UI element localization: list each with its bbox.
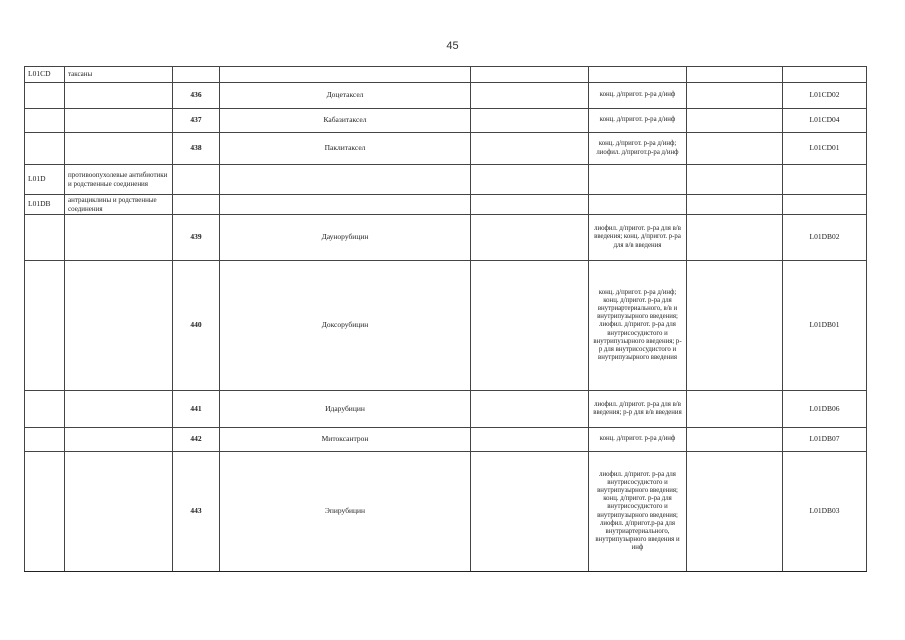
atc-group-code: L01D <box>25 165 65 195</box>
drug-table <box>24 66 867 572</box>
dosage-form <box>589 67 687 83</box>
atc-code <box>783 195 867 215</box>
dosage-form: лиофил. д/пригот. р-ра для внутрисосудистого и внутрипузырного введения; конц. д/пригот. р-ра для внутрисосудистого и внутрипузырного введения; лиофил. д/пригот.р-ра для внутриартериального, внутрипузырного введения и инф <box>589 452 687 572</box>
drug-name: Кабазитаксел <box>220 109 471 133</box>
atc-group-code <box>25 133 65 165</box>
dosage-form: конц. д/пригот. р-ра д/инф <box>589 109 687 133</box>
drug-name: Идарубицин <box>220 391 471 428</box>
table-row <box>25 83 867 109</box>
empty-cell <box>471 391 589 428</box>
atc-code <box>783 67 867 83</box>
drug-name <box>220 195 471 215</box>
atc-code: L01DB03 <box>783 452 867 572</box>
empty-cell <box>471 109 589 133</box>
table-row <box>25 67 867 83</box>
drug-name: Доксорубицин <box>220 261 471 391</box>
table-body <box>25 67 867 572</box>
table-row <box>25 428 867 452</box>
empty-cell <box>687 195 783 215</box>
drug-name: Доцетаксел <box>220 83 471 109</box>
atc-group-code: L01CD <box>25 67 65 83</box>
atc-code: L01DB01 <box>783 261 867 391</box>
item-number: 443 <box>173 452 220 572</box>
empty-cell <box>687 428 783 452</box>
empty-cell <box>687 215 783 261</box>
empty-cell <box>687 109 783 133</box>
atc-group-code <box>25 215 65 261</box>
drug-name <box>220 165 471 195</box>
atc-group-name: таксаны <box>65 67 173 83</box>
table-row <box>25 195 867 215</box>
dosage-form <box>589 165 687 195</box>
empty-cell <box>687 391 783 428</box>
atc-group-name <box>65 391 173 428</box>
item-number: 437 <box>173 109 220 133</box>
item-number: 438 <box>173 133 220 165</box>
atc-group-name <box>65 215 173 261</box>
item-number <box>173 165 220 195</box>
atc-group-name: противоопухолевые антибиотики и родственные соединения <box>65 165 173 195</box>
table-row <box>25 452 867 572</box>
page-number: 45 <box>446 40 459 52</box>
empty-cell <box>471 452 589 572</box>
drug-name: Эпирубицин <box>220 452 471 572</box>
dosage-form: конц. д/пригот. р-ра д/инф <box>589 428 687 452</box>
dosage-form: конц. д/пригот. р-ра д/инф; конц. д/пригот. р-ра для внутриартериального, в/в и внутрипузырного введения; лиофил. д/пригот. р-ра для внутрисосудистого и внутрипузырного введения; р-р для внутрисосудистого и внутрипузырного введения <box>589 261 687 391</box>
atc-group-code <box>25 428 65 452</box>
atc-group-name <box>65 428 173 452</box>
atc-group-name <box>65 133 173 165</box>
empty-cell <box>471 195 589 215</box>
empty-cell <box>471 165 589 195</box>
empty-cell <box>687 261 783 391</box>
atc-group-code <box>25 83 65 109</box>
item-number <box>173 67 220 83</box>
atc-group-name <box>65 109 173 133</box>
atc-group-name <box>65 261 173 391</box>
empty-cell <box>471 428 589 452</box>
atc-group-name <box>65 83 173 109</box>
empty-cell <box>471 133 589 165</box>
atc-group-code <box>25 261 65 391</box>
empty-cell <box>471 261 589 391</box>
drug-name: Даунорубицин <box>220 215 471 261</box>
item-number: 441 <box>173 391 220 428</box>
table-row <box>25 261 867 391</box>
empty-cell <box>687 83 783 109</box>
atc-code: L01DB07 <box>783 428 867 452</box>
atc-code: L01CD04 <box>783 109 867 133</box>
item-number: 436 <box>173 83 220 109</box>
table-row <box>25 215 867 261</box>
drug-name: Паклитаксел <box>220 133 471 165</box>
drug-name: Митоксантрон <box>220 428 471 452</box>
atc-code: L01DB06 <box>783 391 867 428</box>
item-number: 440 <box>173 261 220 391</box>
atc-code: L01DB02 <box>783 215 867 261</box>
empty-cell <box>687 165 783 195</box>
atc-group-code: L01DB <box>25 195 65 215</box>
dosage-form: конц. д/пригот. р-ра д/инф <box>589 83 687 109</box>
table-row <box>25 109 867 133</box>
table-row <box>25 391 867 428</box>
atc-code: L01CD02 <box>783 83 867 109</box>
atc-group-name <box>65 452 173 572</box>
atc-group-code <box>25 391 65 428</box>
atc-group-code <box>25 109 65 133</box>
atc-code: L01CD01 <box>783 133 867 165</box>
dosage-form: лиофил. д/пригот. р-ра для в/в введения; конц. д/пригот. р-ра для в/в введения <box>589 215 687 261</box>
dosage-form: конц. д/пригот. р-ра д/инф; лиофил. д/пригот.р-ра д/инф <box>589 133 687 165</box>
atc-code <box>783 165 867 195</box>
empty-cell <box>471 215 589 261</box>
dosage-form: лиофил. д/пригот. р-ра для в/в введения; р-р для в/в введения <box>589 391 687 428</box>
empty-cell <box>687 133 783 165</box>
item-number: 442 <box>173 428 220 452</box>
atc-group-name: антрациклины и родственные соединения <box>65 195 173 215</box>
item-number: 439 <box>173 215 220 261</box>
atc-group-code <box>25 452 65 572</box>
empty-cell <box>471 83 589 109</box>
empty-cell <box>687 67 783 83</box>
item-number <box>173 195 220 215</box>
table-row <box>25 165 867 195</box>
dosage-form <box>589 195 687 215</box>
drug-name <box>220 67 471 83</box>
table-row <box>25 133 867 165</box>
empty-cell <box>471 67 589 83</box>
empty-cell <box>687 452 783 572</box>
